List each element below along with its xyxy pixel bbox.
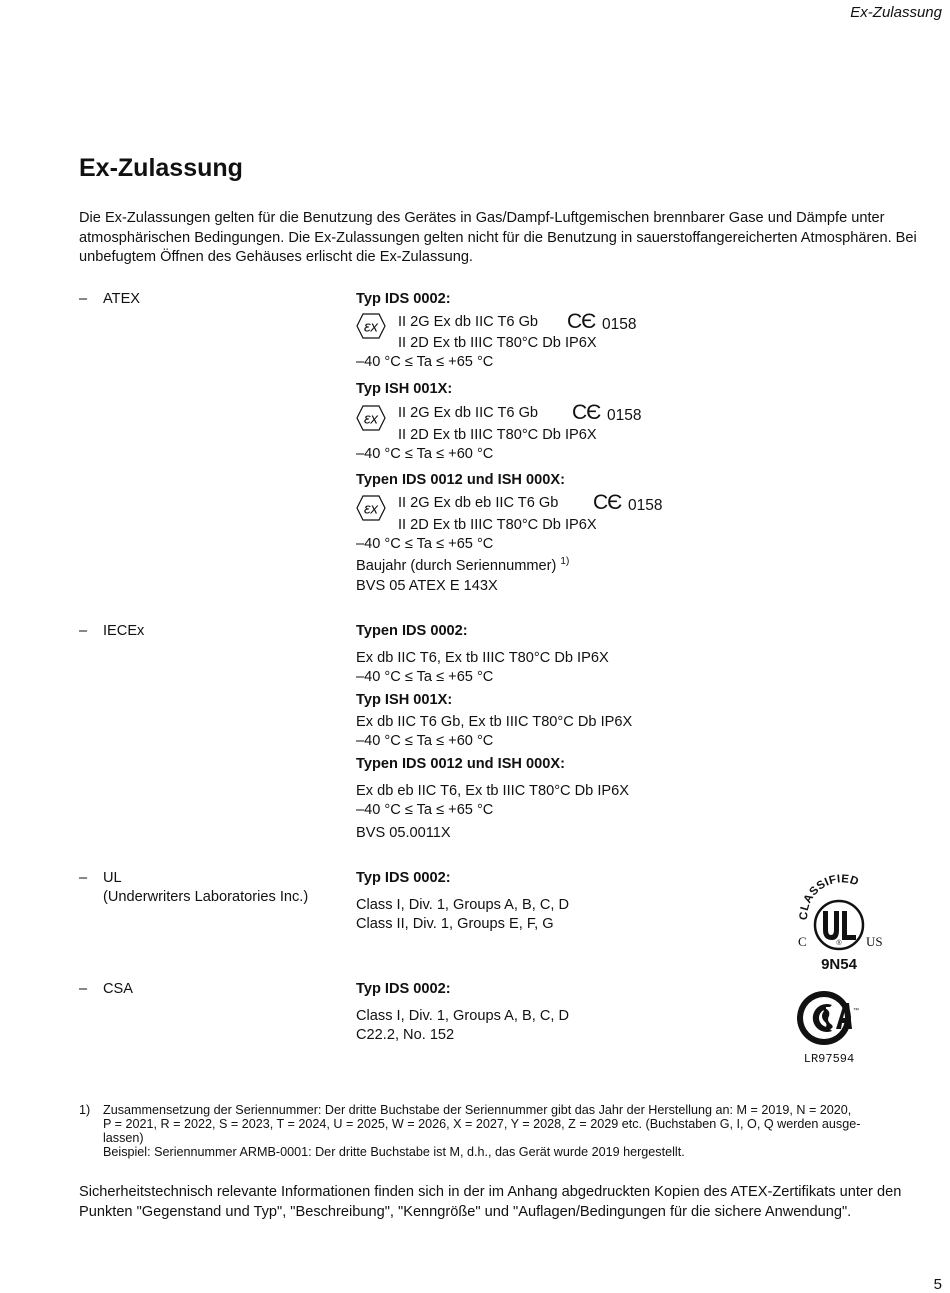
- iecex-label: IECEx: [103, 623, 145, 639]
- ul-class-2: Class II, Div. 1, Groups E, F, G: [356, 916, 554, 932]
- atex-certificate: BVS 05 ATEX E 143X: [356, 578, 498, 594]
- ul-classified-logo: [792, 874, 896, 974]
- footnote-reference: 1): [560, 556, 570, 567]
- running-header: Ex-Zulassung: [850, 4, 942, 21]
- atex-type2-marking-2: II 2D Ex tb IIIC T80°C Db IP6X: [398, 427, 597, 443]
- atex-type1-heading: Typ IDS 0002:: [356, 291, 451, 307]
- atex-type1-marking-2: II 2D Ex tb IIIC T80°C Db IP6X: [398, 335, 597, 351]
- atex-type3-notified-body: 0158: [628, 497, 663, 514]
- ce-mark-icon: CЄ: [567, 310, 596, 333]
- closing-paragraph: Sicherheitstechnisch relevante Informationen finden sich in der im Anhang abgedruckten Kopien des ATEX-Zertifikats unter den Punkten "Gegenstand und Typ", "Beschreibung", "Kenngröße" und "Auflagen/Bedingungen für die sichere Anwendung".: [79, 1184, 902, 1220]
- ul-logo-code: 9N54: [821, 956, 857, 973]
- ex-hexagon-icon: [356, 405, 386, 431]
- iecex-type1-temp: –40 °C ≤ Ta ≤ +65 °C: [356, 669, 494, 685]
- page-number: 5: [933, 1276, 942, 1293]
- csa-logo: [796, 987, 866, 1067]
- ul-logo-classified: CLASSIFIED: [798, 874, 861, 921]
- ul-label: UL: [103, 870, 122, 886]
- atex-type2-temp: –40 °C ≤ Ta ≤ +60 °C: [356, 446, 494, 462]
- atex-baujahr: Baujahr (durch Seriennummer) $^{1)}$: [356, 556, 570, 574]
- atex-type3-heading: Typen IDS 0012 und ISH 000X:: [356, 472, 565, 488]
- csa-dash: –: [79, 981, 88, 997]
- atex-type1-notified-body: 0158: [602, 316, 637, 333]
- atex-type1-marking-1: II 2G Ex db IIC T6 Gb: [398, 314, 539, 330]
- iecex-type2-temp: –40 °C ≤ Ta ≤ +60 °C: [356, 733, 494, 749]
- svg-text:™: ™: [853, 1008, 859, 1014]
- atex-type1-temp: –40 °C ≤ Ta ≤ +65 °C: [356, 354, 494, 370]
- svg-text:εx: εx: [363, 500, 379, 518]
- footnote-line-3: lassen): [103, 1131, 144, 1145]
- svg-text:®: ®: [836, 940, 842, 947]
- page-title: Ex-Zulassung: [79, 154, 243, 182]
- atex-type2-notified-body: 0158: [607, 407, 642, 424]
- ul-heading: Typ IDS 0002:: [356, 870, 451, 886]
- svg-text:εx: εx: [363, 318, 379, 336]
- ul-logo-us: US: [866, 934, 883, 949]
- iecex-type2-heading: Typ ISH 001X:: [356, 692, 453, 708]
- iecex-type1-heading: Typen IDS 0002:: [356, 623, 468, 639]
- iecex-type3-heading: Typen IDS 0012 und ISH 000X:: [356, 756, 565, 772]
- footnote-example: Beispiel: Seriennummer ARMB-0001: Der dritte Buchstabe ist M, d.h., das Gerät wurde 2019 hergestellt.: [103, 1145, 685, 1159]
- atex-dash: –: [79, 291, 88, 307]
- iecex-type2-marking: Ex db IIC T6 Gb, Ex tb IIIC T80°C Db IP6X: [356, 714, 633, 730]
- ul-dash: –: [79, 870, 88, 886]
- iecex-dash: –: [79, 623, 88, 639]
- ce-mark-icon: CЄ: [593, 491, 622, 514]
- iecex-type3-marking: Ex db eb IIC T6, Ex tb IIIC T80°C Db IP6X: [356, 783, 629, 799]
- svg-text:εx: εx: [363, 410, 379, 428]
- atex-label: ATEX: [103, 291, 141, 307]
- csa-standard: C22.2, No. 152: [356, 1027, 455, 1043]
- svg-text:CLASSIFIED: [798, 874, 860, 920]
- ul-logo-c: C: [798, 934, 807, 949]
- ul-class-1: Class I, Div. 1, Groups A, B, C, D: [356, 897, 570, 913]
- iecex-certificate: BVS 05.0011X: [356, 825, 451, 841]
- atex-type3-temp: –40 °C ≤ Ta ≤ +65 °C: [356, 536, 494, 552]
- csa-heading: Typ IDS 0002:: [356, 981, 451, 997]
- footnote-line-2: P = 2021, R = 2022, S = 2023, T = 2024, U = 2025, W = 2026, X = 2027, Y = 2028, Z = 2029 etc. (Buchstaben G, I, O, Q werden ausge-: [103, 1117, 861, 1131]
- atex-type3-marking-1: II 2G Ex db eb IIC T6 Gb: [398, 495, 559, 511]
- atex-type2-heading: Typ ISH 001X:: [356, 381, 453, 397]
- ce-mark-icon: CЄ: [572, 401, 601, 424]
- ex-hexagon-icon: [356, 313, 386, 339]
- csa-logo-code: LR97594: [803, 1052, 855, 1066]
- iecex-type3-temp: –40 °C ≤ Ta ≤ +65 °C: [356, 802, 494, 818]
- iecex-type1-marking: Ex db IIC T6, Ex tb IIIC T80°C Db IP6X: [356, 650, 609, 666]
- csa-label: CSA: [103, 981, 134, 997]
- atex-type3-marking-2: II 2D Ex tb IIIC T80°C Db IP6X: [398, 517, 597, 533]
- intro-paragraph: Die Ex-Zulassungen gelten für die Benutzung des Gerätes in Gas/Dampf-Luftgemischen brennbarer Gase und Dämpfe unter atmosphärischen Bedingungen. Die Ex-Zulassungen gelten nicht für die Benutzung in sauerstoffangereicherten Atmosphären. Bei unbefugtem Öffnen des Gehäuses erlischt die Ex-Zulassung.: [79, 210, 917, 265]
- csa-class-1: Class I, Div. 1, Groups A, B, C, D: [356, 1008, 570, 1024]
- footnote-line-1: Zusammensetzung der Seriennummer: Der dritte Buchstabe der Seriennummer gibt das Jahr der Herstellung an: M = 2019, N = 2020,: [103, 1103, 852, 1117]
- ul-sublabel: (Underwriters Laboratories Inc.): [103, 889, 309, 905]
- footnote-marker: 1): [79, 1103, 91, 1117]
- ex-hexagon-icon: [356, 495, 386, 521]
- atex-type2-marking-1: II 2G Ex db IIC T6 Gb: [398, 405, 539, 421]
